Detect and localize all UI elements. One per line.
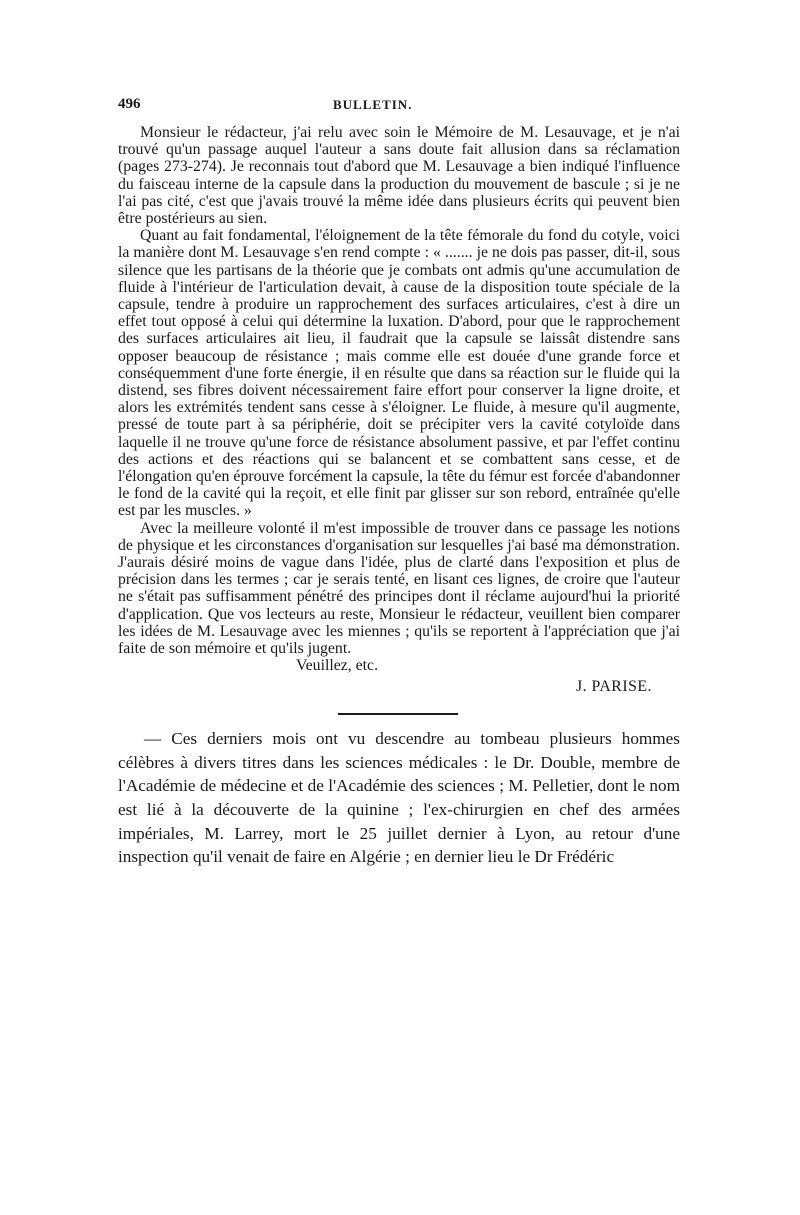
news-section [118,727,680,869]
document-page [118,96,680,869]
letter-closing: Veuillez, etc. [296,657,379,675]
letter-paragraph-1: Monsieur le rédacteur, j'ai relu avec soin le Mémoire de M. Lesauvage, et je n'ai trouvé qu'un passage auquel l'auteur a sans doute fait allusion dans sa réclamation (pages 273-274). Je reconnais tout d'abord que M. Lesauvage a bien indiqué l'influence du faisceau interne de la capsule dans la production du mouvement de bascule ; si je ne l'ai pas cité, c'est que j'avais trouvé la même idée dans plusieurs écrits qui peuvent bien être postérieurs au sien. [118,124,680,228]
page-header [118,96,680,120]
letter-paragraph-3: Avec la meilleure volonté il m'est impossible de trouver dans ce passage les notions de physique et les circonstances d'organisation sur lesquelles j'ai basé ma démonstration. J'aurais désiré moins de vague dans l'idée, plus de clarté dans l'exposition et plus de précision dans les termes ; car je serais tenté, en lisant ces lignes, de croire que l'auteur ne s'était pas suffisamment pénétré des principes dont il réclame aujourd'hui la priorité d'application. Que vos lecteurs au reste, Monsieur le rédacteur, veuillent bien comparer les idées de M. Lesauvage avec les miennes ; qu'ils se reportent à l'appréciation que j'ai faite de son mémoire et qu'ils jugent. [118,519,680,658]
letter-body [118,124,680,657]
news-paragraph: — Ces derniers mois ont vu descendre au tombeau plusieurs hommes célèbres à divers titres dans les sciences médicales : le Dr. Double, membre de l'Académie de médecine et de l'Académie des sciences ; M. Pelletier, dont le nom est lié à la découverte de la quinine ; l'ex-chirurgien en chef des armées impériales, M. Larrey, mort le 25 juillet dernier à Lyon, au retour d'une inspection qu'il venait de faire en Algérie ; en dernier lieu le Dr Frédéric [118,729,680,867]
running-head: BULLETIN. [333,97,413,112]
letter-signature: J. PARISE. [576,678,652,696]
section-divider [338,713,458,715]
letter-paragraph-2: Quant au fait fondamental, l'éloignement de la tête fémorale du fond du cotyle, voici la manière dont M. Lesauvage s'en rend compte : « ....... je ne dois pas passer, dit-il, sous silence que les partisans de la théorie que je combats ont admis qu'une accumulation de fluide à l'intérieur de l'articulation devait, à cause de la disposition toute spéciale de la capsule, tendre à produire un rapprochement des surfaces articulaires, c'est à dire un effet tout opposé à celui qui détermine la luxation. D'abord, pour que le rapprochement des surfaces articulaires ait lieu, il faudrait que la capsule se laissât distendre sans opposer beaucoup de résistance ; mais comme elle est douée d'une grande force et conséquemment d'une forte énergie, il en résulte que dans sa réaction sur le fluide qui la distend, ses fibres doivent nécessairement faire effort pour conserver la ligne droite, et alors les extrémités tendent sans cesse à s'éloigner. Le fluide, à mesure qu'il augmente, pressé de toute part à sa périphérie, doit se précipiter vers la cavité cotyloïde dans laquelle il ne trouve qu'une force de résistance absolument passive, et par l'effet continu des actions et des réactions qui se balancent et se combattent sans cesse, et de l'élongation qu'en éprouve forcément la capsule, la tête du fémur est forcée d'abandonner le fond de la cavité qui la reçoit, et elle finit par glisser sur son rebord, entraînée qu'elle est par les muscles. » [118,227,680,520]
page-number: 496 [118,96,141,112]
